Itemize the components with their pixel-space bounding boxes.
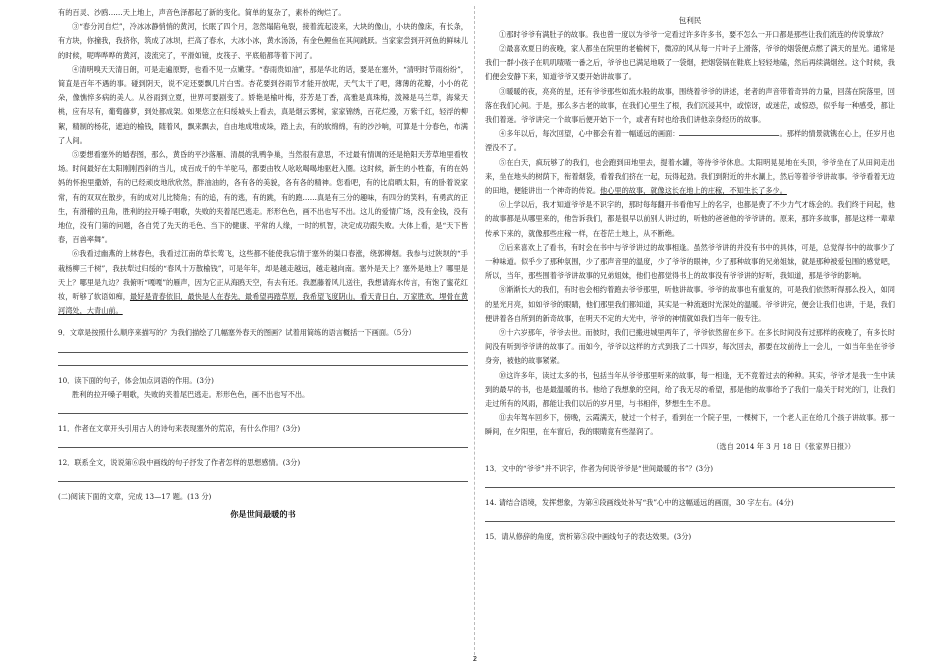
article-source: （选自 2014 年 3 月 18 日《张家界日报》） <box>712 441 855 451</box>
question-13 <box>485 462 895 488</box>
question-14-text: 14. 请结合语境，发挥想象，为第④段画线处补写“我”心中的这幅遥远的画面，30 字左右。(4分) <box>485 498 794 508</box>
article-paragraph-10: ⑩这许多年，读过太多的书，包括当年从爷爷那里听来的故事，每一相逢，无不竟着过去的种种。其实，爷爷才是我一生中读到的最早的书，也是最温暖的书。他给了我想象的空间，给了我无尽的希望，那是他的故事给予了我们一扇关于时光的门，让我们走过所有的风雨，都能让我们以后的岁月里，与书相伴，梦想生生不息。 <box>485 370 895 409</box>
column-divider <box>474 6 475 660</box>
paragraph-5: ⑤要想看塞外的婚春图，那么，黄昏的平沙落雁、清晨的乳鸭争巢，当然很有意思，不过最有情调的还是艳阳天芳草地里看牧场。时间最好在太阳刚刚西斜的当儿，成百成千的牛羊驼马，都要由牧人吆吆喝喝地驱赶入圈。这时候，新生的小牲畜，有的在妈妈的怀抱里撒娇，有的已经顽皮地欣欣然，胖油油的，各有各的美貌，各有各的精神。您看吧，有的比肩晒太阳，有的卧着说家常，有的双双在散步，有的成对儿比犄角；有的追，有的逃，有的跳，有的跑……真是有三分的趣味，有四分的笑料，有勇武的正生，有滑稽的丑角，胜利的拉开嗓子唱歌，失败的夹着尾巴逃走。形形色色，画不出也写不出。这儿的爱情广场，没有金钱，没有地位，没有门第的问题，各自凭了先天的毛色、当下的健康、平常的人缘，一时的机智，决定成功跟失败。大体上看，是“天下皆春，百兽率舞”。 <box>58 150 468 245</box>
article-paragraph-5 <box>485 156 895 199</box>
article-paragraph-4-end: 。那样的情景就镌在心上，任岁月也湮没不了。 <box>485 129 895 153</box>
article-paragraph-5-underlined: 他心里的故事，就像这长在地上的庄稼，不知生长了多少。 <box>600 186 787 196</box>
question-9-text: 9．文章是按照什么顺序来描写的？为我们描绘了几幅塞外春天的图画？试着用简练的语言概括一下画面。（5分） <box>58 328 416 338</box>
question-15 <box>485 530 895 544</box>
answer-line-11[interactable] <box>58 438 468 448</box>
article-paragraph-4-text: ④多年以后，每次回望，心中都会有着一幅遥远的画面： <box>499 129 680 139</box>
question-11-text: 11．作者在文章开头引用古人的诗句来表现塞外的荒凉，有什么作用？(3分) <box>58 424 301 434</box>
answer-line-12[interactable] <box>58 472 468 482</box>
article-title: 你是世间最暖的书 <box>230 508 296 519</box>
answer-line-9b[interactable] <box>58 356 468 366</box>
left-column <box>58 6 468 529</box>
article-paragraph-2: ②最喜欢夏日的夜晚，家人都坐在院里的老榆树下，微凉的风从每一片叶子上滑落，爷爷的烟袋便点燃了满天的星光。通常是我们一群小孩子在叽叽喳喳一番之后，爷爷也已满足地吸了一袋烟，把烟袋锅在鞋底上轻轻地磕，然后再续满烟丝。这个时候，我们便会安静下来，知道爷爷又要开始讲故事了。 <box>485 44 895 82</box>
section-2-header <box>58 490 468 520</box>
paragraph-intro: 有的百灵、沙鸥……天上地上，声音色泽都起了新的变化。简单的复杂了，素朴的绚烂了。 <box>58 8 346 17</box>
answer-line-9a[interactable] <box>58 343 468 353</box>
article-paragraph-9: ⑨十六岁那年，爷爷去世。而彼时，我们已搬进城里两年了，爷爷依然留在乡下。在多长时间没有过那样的夜晚了，有多长时间没有听到爷爷讲的故事了。而如今，爷爷以这样的方式到我了二十四岁，每次回去，都要在坟前待上一会儿，一如当年坐在爷爷身旁，被他的故事紧紧。 <box>485 328 895 366</box>
right-column <box>485 6 895 545</box>
question-10 <box>58 374 468 414</box>
question-13-text: 13．文中的“爷爷”并不识字，作者为何说爷爷是“世间最暖的书”？(3分) <box>485 463 714 473</box>
answer-line-10[interactable] <box>58 404 468 414</box>
paragraph-6-underlined: 最好是青春依旧，最快是人在春先，最希望再踏草原，我希望飞度阴山，看天青日白，万家胜欢，埋骨在黄河湾处，大青山前。 <box>58 292 468 316</box>
question-9 <box>58 326 468 365</box>
article-author: 包利民 <box>678 15 702 25</box>
question-11 <box>58 422 468 448</box>
article-paragraph-4 <box>485 127 895 155</box>
paragraph-3: ③“春分河自烂”，冷冰冰静悄悄的黄河，长眠了四个月，忽然塌陷龟裂，接着流起凌来，大块的像山，小块的像床，有长条，有方块，你撞我，我挤你，筑成了冰坝，拦高了春水，大冰小冰，黄水汤汤，有金色鲤鱼在其间跳跃。当家家尝到开河鱼的鲜味儿的时候，呢哗哗哗的黄河，凌流完了，平滑如镜，皮筏子、平底船都等着下河了。 <box>58 22 468 60</box>
article-paragraph-11: ⑪去年驾车回乡下，傍晚，云霞满天，驶过一个村子，看到在一个院子里，一棵树下，一个老人正在给几个孩子讲故事。那一瞬间，在夕阳里，在车窗后，我的眼睛竟有些湿润了。 <box>485 413 895 437</box>
article-paragraph-8: ⑧渐渐长大的我们，有时也会相约着跑去爷爷那里，听他讲故事。爷爷的故事也有重复的，可是我们依然听得那么投入，如同的星光月亮，如如爷爷的眼睛，他们那里我们都知道，其实是一种流逝时光深处的温暖。爷爷讲完，便会让我们也讲，于是，我们便讲着各自所到的新奇故事，在明天不定的大光中，爷爷的神情就如我们当年一般专注。 <box>485 285 895 323</box>
question-15-text: 15．请从修辞的角度，赏析第⑤段中画线句子的表达效果。(3分) <box>485 532 692 542</box>
article-paragraph-1: ①那时爷爷有满肚子的故事。我也曾一度以为爷爷一定看过许多许多书，要不怎么一开口都是那些让我们流连的传说掌故？ <box>499 29 888 39</box>
page-number: 2 <box>472 655 478 663</box>
paragraph-6-text: ⑥我看过幽燕的上林春色，我看过江南的草长莺飞，这些都不能使我忘情于塞外的渠口春涨，绕郭柳烟。我参与过陕坝的“手栽杨柳三千树”，我扶犁过归绥的“春风十万散榆钱”，可是年年，却是越走越远，越走越向南。塞外是天上？塞外是地上？哪里是天上？哪里是九边？我俯听“嘎嘎”的雁声，因为它正从海鸥天空，有去有还。我愿藤着风儿送往，我想请海水传言，有饱了蜜花红妆，听够了软语如痴， <box>58 249 468 302</box>
paragraph-4-blank[interactable] <box>679 127 779 136</box>
answer-line-13[interactable] <box>485 478 895 488</box>
article-paragraph-5-text: ⑤在白天，疯玩够了的我们，也会跑到田地里去，提着水罐，等待爷爷休息。太阳明晃晃地在头顶，爷爷坐在了从田间走出来，坐在地头的树荫下，衔着烟袋，看着我们挤在一起，玩得起劲。我们到附近的井水涮上，然后等着爷爷讲故事。爷爷看着无边的田地，便能讲出一个神奇的传说。 <box>485 157 895 196</box>
section-2-instruction: (二)阅读下面的文章，完成 13—17 题。(13 分) <box>58 492 212 502</box>
article-paragraph-3: ③暖暖的夜，亮亮的星，还有爷爷那些如流水般的故事，围绕着爷爷的讲述，老者的声音带着奇异的力量，回荡在院落里，回落在我们心间。于是，那么多古老的故事，在我们心里生了根，我们沉浸其中，或惊讶，或迷茫，或惊恐，似乎每一种感受，都让我们着迷。爷爷讲完一个故事后便开始下一个，或者有时也给我们讲他亲身经历的故事。 <box>485 86 895 125</box>
question-14 <box>485 496 895 522</box>
article-paragraph-7: ⑦后来喜欢上了看书，有时会在书中与爷爷讲过的故事相逢。虽然爷爷讲的并没有书中的具体，可是，总觉得书中的故事少了一种味道。似乎少了那种氛围，少了那声音里的温度，少了爷爷的眼神，少了那种故事的兄弟姐妹，就是那种被爱包围的感觉吧，所以，当年，那些围着爷爷讲故事的兄弟姐妹，他们也都觉得书上的故事没有爷爷讲的好听，我知道，那是爷爷的影响。 <box>485 242 895 281</box>
paragraph-6 <box>58 247 468 318</box>
article-paragraph-6: ⑥上学以后，我才知道爷爷是不识字的，那时每每翻开书看他写上的名字，也都是费了不少力气才练会的。我们终于问起，他的故事都是从哪里来的，他告诉我们，都是很早以前别人讲过的，听他的爸爸他的爷爷讲的。原来，那许多故事，都是这样一辈辈传承下来的，就像那些庄稼一样，在苍茫土地上，从不断绝。 <box>485 200 895 238</box>
question-10-quote: 胜利的拉开嗓子唱歌，失败的夹着尾巴逃走。形形色色，画不出也写不出。 <box>72 389 310 399</box>
question-12 <box>58 456 468 482</box>
paragraph-4: ④清明嗅天天清日朗，可是走遍原野，也看不见一点嫩芽。“春雨贵如油”，那是华北的话，要是在塞外，“清明时节雨纷纷”，简直是百年不遇的事。碰到阴天，说不定还要飘几片白雪。杏花要到谷雨节才能开放呢，天气太干了吧，薄薄的花瓣，小小的花朵，像憔悴多病的美人。从谷雨到立夏，世界可要剧变了。娇艳是榆叶梅，芬芳是丁香，高雅是真珠梅，泼辣是马兰草，海棠天桃，应有尽有，葡萄藤萝，到处都成架。如果您立在归绥城头上看去，真是烟云雾树，家家锦绣，百花烂漫，万紫千红，轻浮的柳絮，精制的杨花，遮迫的榆钱，随着风，飘来飘去，自由地成堆成垛，踏上去，有的软绵绵，有的沙沙响，可算是十分春色，布满了人间。 <box>58 64 468 145</box>
question-10-text: 10．读下面的句子，体会加点词语的作用。(3分) <box>58 375 214 385</box>
answer-line-14[interactable] <box>485 512 895 522</box>
question-12-text: 12．联系全文，说说第⑥段中画线的句子抒发了作者怎样的思想感情。(3分) <box>58 458 301 468</box>
